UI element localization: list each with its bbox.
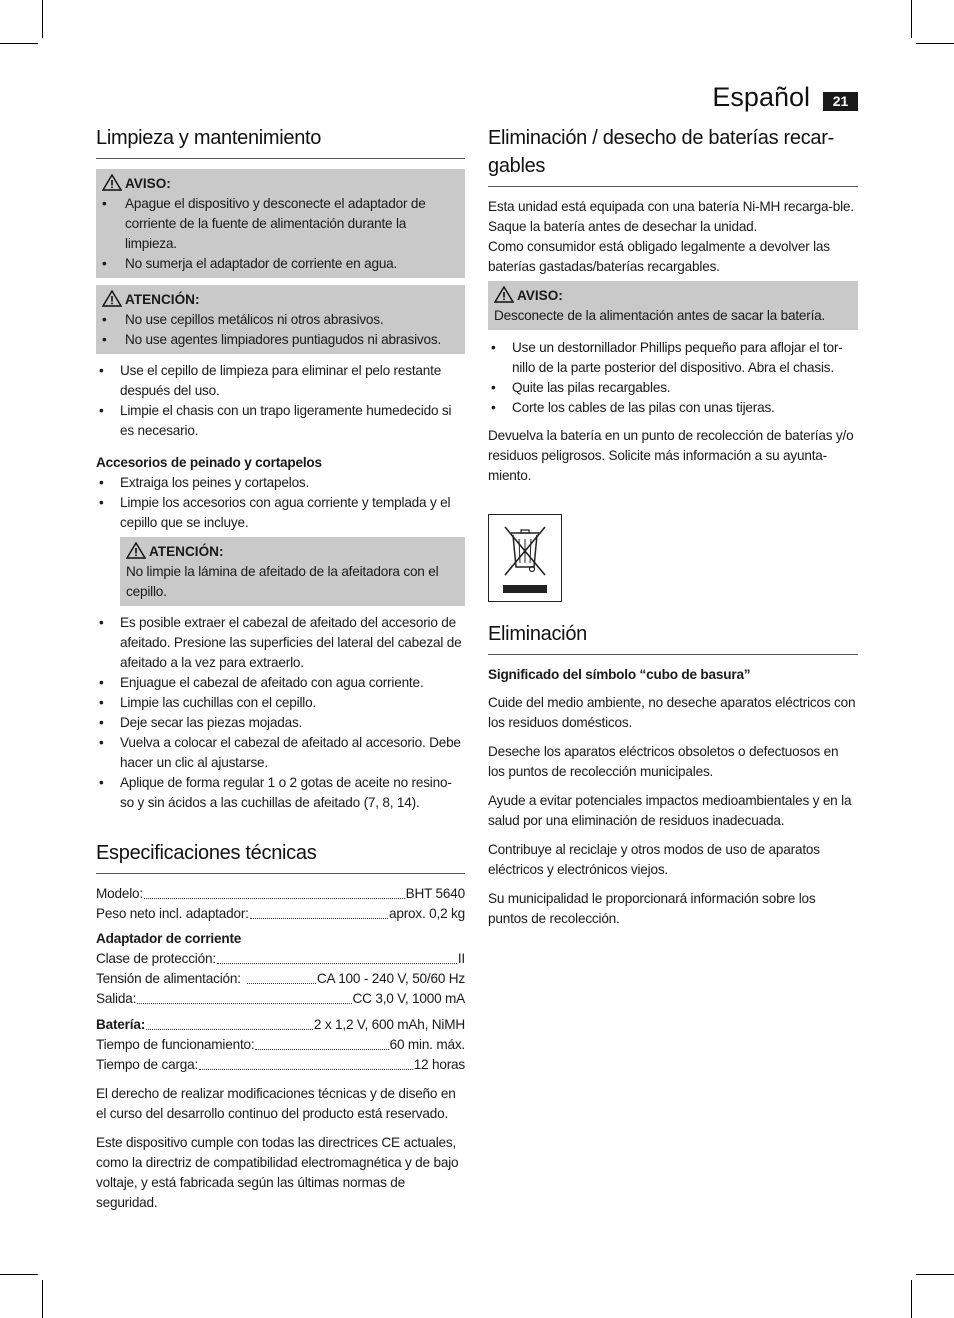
spec-value: 60 min. máx.	[389, 1037, 465, 1052]
list-item: • Enjuague el cabezal de afeitado con agua corriente.	[96, 673, 465, 693]
spec-row-class	[96, 949, 465, 969]
right-column	[488, 122, 858, 938]
aviso-title	[494, 286, 850, 306]
list-item: • Limpie el chasis con un trapo ligeramente humedecido si es necesario.	[96, 401, 465, 441]
aviso-title	[102, 174, 457, 194]
spec-label: Peso neto incl. adaptador:	[96, 906, 249, 921]
aviso-box	[488, 281, 858, 330]
page-language-title: Español	[712, 82, 810, 112]
disposal-paragraph: Contribuye al reciclaje y otros modos de uso de aparatos eléctricos y electrónicos viejos.	[488, 842, 820, 877]
crop-mark	[42, 1280, 43, 1318]
atencion-box-2	[120, 537, 465, 606]
spec-label: Clase de protección:	[96, 951, 216, 966]
spec-row-model	[96, 884, 465, 904]
specs-paragraph: El derecho de realizar modificaciones técnicas y de diseño en el curso del desarrollo continuo del producto está reservado.	[96, 1086, 456, 1121]
spec-label: Batería:	[96, 1017, 146, 1032]
crop-mark	[911, 1280, 912, 1318]
list-item: • Es posible extraer el cabezal de afeitado del accesorio de afeitado. Presione las superficies del lateral del cabezal de afeitado a la vez para extraerlo.	[96, 613, 465, 673]
warning-icon	[102, 174, 122, 191]
cleaning-heading: Limpieza y mantenimiento	[96, 122, 465, 159]
atencion-title-text: ATENCIÓN:	[149, 544, 224, 559]
disposal-heading: Eliminación	[488, 618, 858, 655]
leader-dots	[255, 1035, 388, 1050]
leader-dots	[144, 884, 405, 899]
battery-disposal-heading: Eliminación / desecho de baterías recar-gables	[488, 122, 858, 187]
spec-label: Salida:	[96, 991, 137, 1006]
spec-value: CC 3,0 V, 1000 mA	[352, 991, 465, 1006]
list-item: • Extraiga los peines y cortapelos.	[96, 473, 465, 493]
cleaning-list	[96, 361, 465, 441]
list-item: • Corte los cables de las pilas con unas tijeras.	[488, 398, 858, 418]
list-item: • Limpie los accesorios con agua corriente y templada y el cepillo que se incluye.	[96, 493, 465, 533]
spec-value: II	[457, 951, 465, 966]
crossed-out-bin-icon	[488, 514, 562, 602]
specs-paragraph: Este dispositivo cumple con todas las directrices CE actuales, como la directriz de compatibilidad electromagnética y de bajo voltaje, y está fabricada según las últimas normas de seguridad.	[96, 1135, 459, 1210]
spec-row-voltage	[96, 969, 465, 989]
crop-mark	[0, 43, 38, 44]
list-item: • Deje secar las piezas mojadas.	[96, 713, 465, 733]
page-number: 21	[823, 92, 858, 111]
warning-icon	[126, 542, 146, 559]
aviso-title-text: AVISO:	[125, 176, 171, 191]
list-item: • Apague el dispositivo y desconecte el adaptador de corriente de la fuente de alimentación durante la limpieza.	[102, 194, 457, 254]
leader-dots	[199, 1055, 413, 1070]
atencion-text: No limpie la lámina de afeitado de la afeitadora con el cepillo.	[126, 564, 439, 599]
list-item: • No use cepillos metálicos ni otros abrasivos.	[102, 310, 457, 330]
atencion-title	[126, 542, 457, 562]
warning-icon	[102, 290, 122, 307]
atencion-title-text: ATENCIÓN:	[125, 292, 200, 307]
leader-dots	[247, 969, 316, 984]
spec-value: 12 horas	[413, 1057, 465, 1072]
battery-paragraph: Como consumidor está obligado legalmente a devolver las baterías gastadas/baterías recargables.	[488, 239, 830, 274]
spec-value: CA 100 - 240 V, 50/60 Hz	[316, 971, 465, 986]
battery-paragraph: Saque la batería antes de desechar la unidad.	[488, 219, 758, 234]
aviso-text: Desconecte de la alimentación antes de sacar la batería.	[494, 308, 826, 323]
crop-mark	[42, 0, 43, 38]
battery-closing: Devuelva la batería en un punto de recolección de baterías y/o residuos peligrosos. Solicite más información a su ayunta-miento.	[488, 428, 854, 483]
leader-dots	[250, 904, 388, 919]
crop-mark	[911, 0, 912, 38]
leader-dots	[146, 1015, 313, 1030]
list-item: • No use agentes limpiadores puntiagudos ni abrasivos.	[102, 330, 457, 350]
list-item: • Use el cepillo de limpieza para eliminar el pelo restante después del uso.	[96, 361, 465, 401]
crop-mark	[916, 1274, 954, 1275]
adapter-heading: Adaptador de corriente	[96, 931, 242, 946]
spec-label: Tiempo de carga:	[96, 1057, 199, 1072]
spec-row-charge	[96, 1055, 465, 1075]
atencion-box	[96, 285, 465, 354]
atencion-title	[102, 290, 457, 310]
spec-label: Tiempo de funcionamiento:	[96, 1037, 255, 1052]
list-item: • No sumerja el adaptador de corriente en agua.	[102, 254, 457, 274]
spec-row-runtime	[96, 1035, 465, 1055]
spec-row-battery	[96, 1015, 465, 1035]
disposal-paragraph: Cuide del medio ambiente, no deseche aparatos eléctricos con los residuos domésticos.	[488, 695, 856, 730]
aviso-box	[96, 169, 465, 278]
spec-value: aprox. 0,2 kg	[389, 906, 465, 921]
battery-paragraph: Esta unidad está equipada con una batería Ni-MH recarga-ble.	[488, 199, 854, 214]
aviso-list	[102, 194, 457, 274]
spec-label: Tensión de alimentación:	[96, 971, 241, 986]
disposal-paragraph: Su municipalidad le proporcionará información sobre los puntos de recolección.	[488, 891, 816, 926]
battery-steps-list	[488, 338, 858, 418]
spec-value: 2 x 1,2 V, 600 mAh, NiMH	[313, 1017, 465, 1032]
list-item: • Limpie las cuchillas con el cepillo.	[96, 693, 465, 713]
leader-dots	[217, 949, 457, 964]
crop-mark	[0, 1274, 38, 1275]
disposal-subheading: Significado del símbolo “cubo de basura”	[488, 667, 751, 682]
list-item: • Aplique de forma regular 1 o 2 gotas de aceite no resino-so y sin ácidos a las cuchillas de afeitado (7, 8, 14).	[96, 773, 465, 813]
spec-value: BHT 5640	[405, 886, 465, 901]
aviso-title-text: AVISO:	[517, 288, 563, 303]
warning-icon	[494, 286, 514, 303]
atencion-list	[102, 310, 457, 350]
disposal-paragraph: Ayude a evitar potenciales impactos medioambientales y en la salud por una eliminación de residuos inadecuada.	[488, 793, 852, 828]
crop-mark	[916, 43, 954, 44]
list-item: • Vuelva a colocar el cabezal de afeitado al accesorio. Debe hacer un clic al ajustarse.	[96, 733, 465, 773]
disposal-paragraph: Deseche los aparatos eléctricos obsoletos o defectuosos en los puntos de recolección municipales.	[488, 744, 839, 779]
list-item: • Quite las pilas recargables.	[488, 378, 858, 398]
weee-symbol	[489, 515, 561, 601]
accessories-heading: Accesorios de peinado y cortapelos	[96, 455, 322, 470]
spec-row-output	[96, 989, 465, 1009]
list-item: • Use un destornillador Phillips pequeño para aflojar el tor-nillo de la parte posterior del dispositivo. Abra el chasis.	[488, 338, 858, 378]
shaver-list	[96, 613, 465, 813]
spec-row-weight	[96, 904, 465, 924]
spec-label: Modelo:	[96, 886, 143, 901]
specs-heading: Especificaciones técnicas	[96, 837, 465, 874]
accessories-list	[96, 473, 465, 533]
left-column	[96, 122, 465, 1222]
leader-dots	[137, 989, 351, 1004]
